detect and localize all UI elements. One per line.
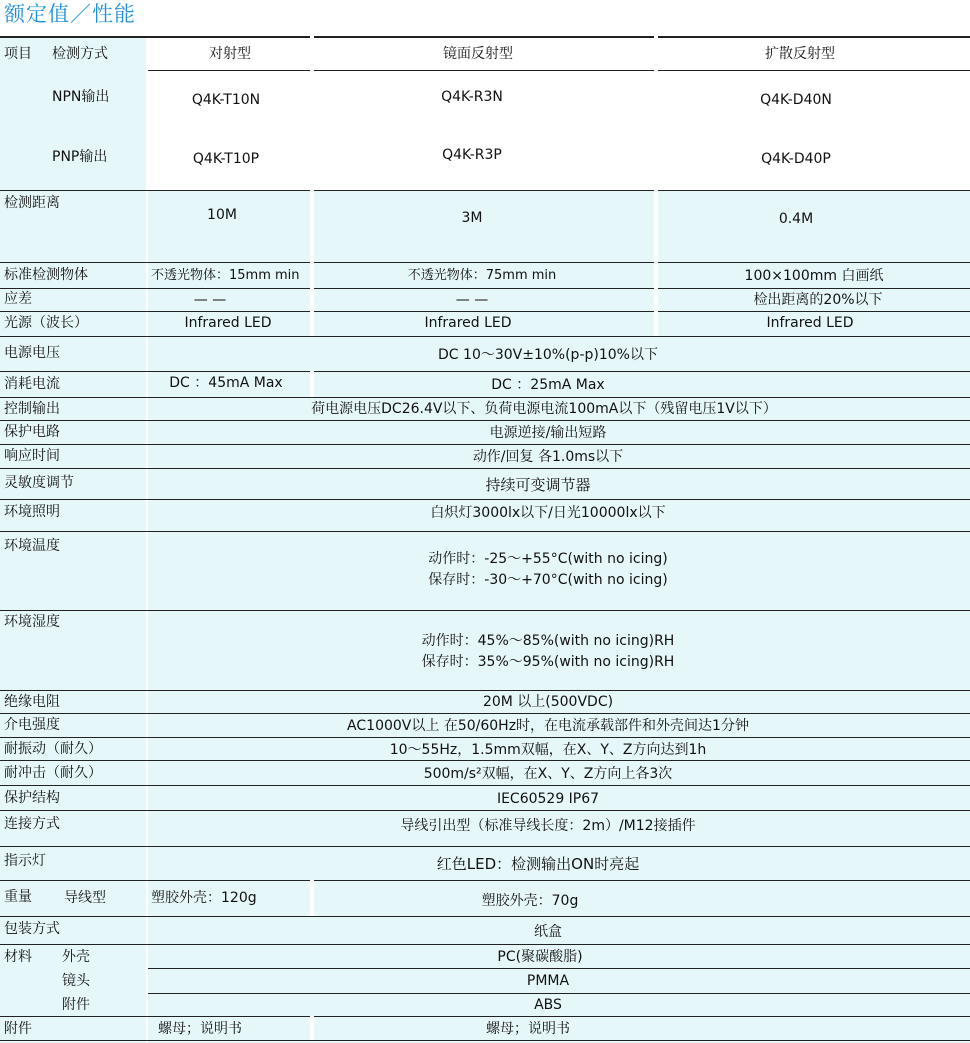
sensitivity-label: 灵敏度调节 [4, 475, 74, 491]
gap-5 [310, 1016, 314, 1040]
light-source-through: Infrared LED [184, 315, 272, 331]
rule-enclosure [0, 785, 970, 786]
rule-sensitivity [0, 468, 970, 469]
vibration-value: 10～55Hz，1.5mm双幅，在X、Y、Z方向达到1h [389, 742, 707, 758]
ambient-humidity-line2: 保存时：35%～95%(with no icing)RH [421, 654, 675, 670]
indicator-label: 指示灯 [4, 853, 46, 869]
connection-label: 连接方式 [4, 816, 60, 832]
gap-2 [654, 36, 658, 336]
rule-material [0, 944, 970, 945]
npn-through: Q4K-T10N [191, 92, 261, 108]
material-housing-label: 外壳 [62, 949, 90, 965]
rule-bottom [0, 1040, 970, 1041]
pnp-through: Q4K-T10P [192, 151, 260, 167]
insulation-label: 绝缘电阻 [4, 694, 60, 710]
current-through: DC ：45mA Max [169, 375, 283, 391]
rule-humidity [0, 610, 970, 611]
dielectric-value: AC1000V以上 在50/60Hz时，在电流承载部件和外壳间达1分钟 [347, 718, 749, 734]
supply-voltage-label: 电源电压 [4, 345, 60, 361]
page-title: 额定值／性能 [4, 2, 136, 26]
protection-label: 保护电路 [4, 424, 60, 440]
rule-top [0, 36, 970, 38]
rule-accessories [0, 1016, 970, 1017]
gap-1 [310, 36, 314, 336]
rule-connection [0, 810, 970, 811]
rule-accessory [148, 993, 970, 994]
rule-control [0, 397, 970, 398]
protection-value: 电源逆接/输出短路 [489, 425, 607, 441]
ambient-humidity-label: 环境湿度 [4, 614, 60, 630]
supply-voltage-value: DC 10～30V±10%(p-p)10%以下 [438, 347, 658, 363]
shock-label: 耐冲击（耐久） [4, 765, 102, 781]
std-object-label: 标准检测物体 [4, 267, 88, 283]
distance-through: 10M [207, 207, 237, 223]
npn-diffuse: Q4K-D40N [760, 92, 832, 108]
pnp-diffuse: Q4K-D40P [761, 151, 831, 167]
ambient-temp-line2: 保存时：-30～+70°C(with no icing) [428, 572, 668, 588]
accessories-through: 螺母；说明书 [158, 1021, 242, 1037]
enclosure-label: 保护结构 [4, 790, 60, 806]
material-lens-value: PMMA [526, 973, 570, 989]
packaging-label: 包装方式 [4, 921, 60, 937]
ambient-light-label: 环境照明 [4, 504, 60, 520]
header-item: 项目 [4, 46, 32, 62]
ambient-humidity-line1: 动作时：45%～85%(with no icing)RH [421, 633, 675, 649]
header-detection-method: 检测方式 [52, 46, 108, 62]
hysteresis-mirror: — — [455, 292, 489, 308]
distance-label: 检测距离 [4, 195, 60, 211]
light-source-diffuse: Infrared LED [766, 315, 854, 331]
insulation-value: 20M 以上(500VDC) [482, 694, 614, 710]
hysteresis-label: 应差 [4, 291, 32, 307]
pnp-mirror: Q4K-R3P [442, 147, 502, 163]
vibration-label: 耐振动（耐久） [4, 741, 102, 757]
weight-through: 塑胶外壳：120g [151, 890, 257, 906]
npn-label: NPN输出 [52, 89, 110, 105]
light-source-label: 光源（波长） [4, 315, 88, 331]
material-accessory-value: ABS [534, 997, 562, 1013]
distance-mirror: 3M [461, 210, 483, 226]
response-time-label: 响应时间 [4, 448, 60, 464]
material-label: 材料 [4, 949, 32, 965]
hysteresis-through: — — [193, 292, 227, 308]
distance-diffuse: 0.4M [778, 211, 814, 227]
header-diffuse-reflective: 扩散反射型 [765, 46, 835, 62]
rule-supply [0, 336, 970, 337]
hysteresis-diffuse: 检出距离的20%以下 [753, 292, 883, 308]
rule-weight [0, 880, 970, 881]
std-object-mirror: 不透光物体：75mm min [407, 268, 557, 283]
rule-hysteresis [0, 288, 970, 289]
current-label: 消耗电流 [4, 376, 60, 392]
rule-lens [148, 968, 970, 969]
sensitivity-value: 持续可变调节器 [485, 476, 591, 494]
rule-vibration [0, 737, 970, 738]
light-source-mirror: Infrared LED [424, 315, 512, 331]
pnp-label: PNP输出 [52, 149, 108, 165]
rule-header [148, 70, 970, 71]
material-housing-value: PC(聚碳酸脂) [497, 949, 583, 965]
rule-temp [0, 531, 970, 532]
rule-response [0, 444, 970, 445]
connection-value: 导线引出型（标准导线长度：2m）/M12接插件 [400, 818, 696, 834]
enclosure-value: IEC60529 IP67 [496, 791, 600, 807]
rule-dielectric [0, 713, 970, 714]
accessories-label: 附件 [4, 1021, 32, 1037]
material-accessory-label: 附件 [62, 997, 90, 1013]
response-time-value: 动作/回复 各1.0ms以下 [472, 449, 624, 465]
weight-other: 塑胶外壳：70g [481, 893, 579, 909]
rule-distance [0, 190, 970, 191]
rule-insulation [0, 690, 970, 691]
ambient-temp-label: 环境温度 [4, 538, 60, 554]
weight-sub-label: 导线型 [64, 890, 106, 906]
indicator-value: 红色LED：检测输出ON时亮起 [436, 855, 640, 873]
rule-light-source [0, 311, 970, 312]
control-output-value: 荷电源电压DC26.4V以下、负荷电源电流100mA以下（残留电压1V以下） [311, 401, 777, 417]
npn-mirror: Q4K-R3N [441, 89, 503, 105]
current-other: DC ：25mA Max [491, 377, 605, 393]
std-object-through: 不透光物体：15mm min [151, 268, 300, 283]
gap-4 [310, 880, 314, 916]
std-object-diffuse: 100×100mm 白画纸 [744, 268, 884, 284]
dielectric-label: 介电强度 [4, 717, 60, 733]
material-lens-label: 镜头 [62, 973, 90, 989]
control-output-label: 控制输出 [4, 401, 60, 417]
header-mirror-reflective: 镜面反射型 [443, 46, 513, 62]
rule-current [0, 371, 970, 372]
rule-ambient-light [0, 499, 970, 500]
packaging-value: 纸盒 [534, 924, 562, 940]
rule-indicator [0, 846, 970, 847]
rule-shock [0, 760, 970, 761]
gap-3 [310, 371, 314, 397]
rule-packaging [0, 916, 970, 917]
accessories-other: 螺母；说明书 [486, 1021, 570, 1037]
ambient-light-value: 白炽灯3000lx以下/日光10000lx以下 [430, 505, 666, 521]
rule-std-object [0, 262, 970, 263]
weight-label: 重量 [4, 889, 32, 905]
shock-value: 500m/s²双幅，在X、Y、Z方向上各3次 [423, 766, 673, 782]
ambient-temp-line1: 动作时：-25～+55°C(with no icing) [428, 551, 668, 567]
header-through-beam: 对射型 [209, 46, 251, 62]
rule-protection [0, 420, 970, 421]
